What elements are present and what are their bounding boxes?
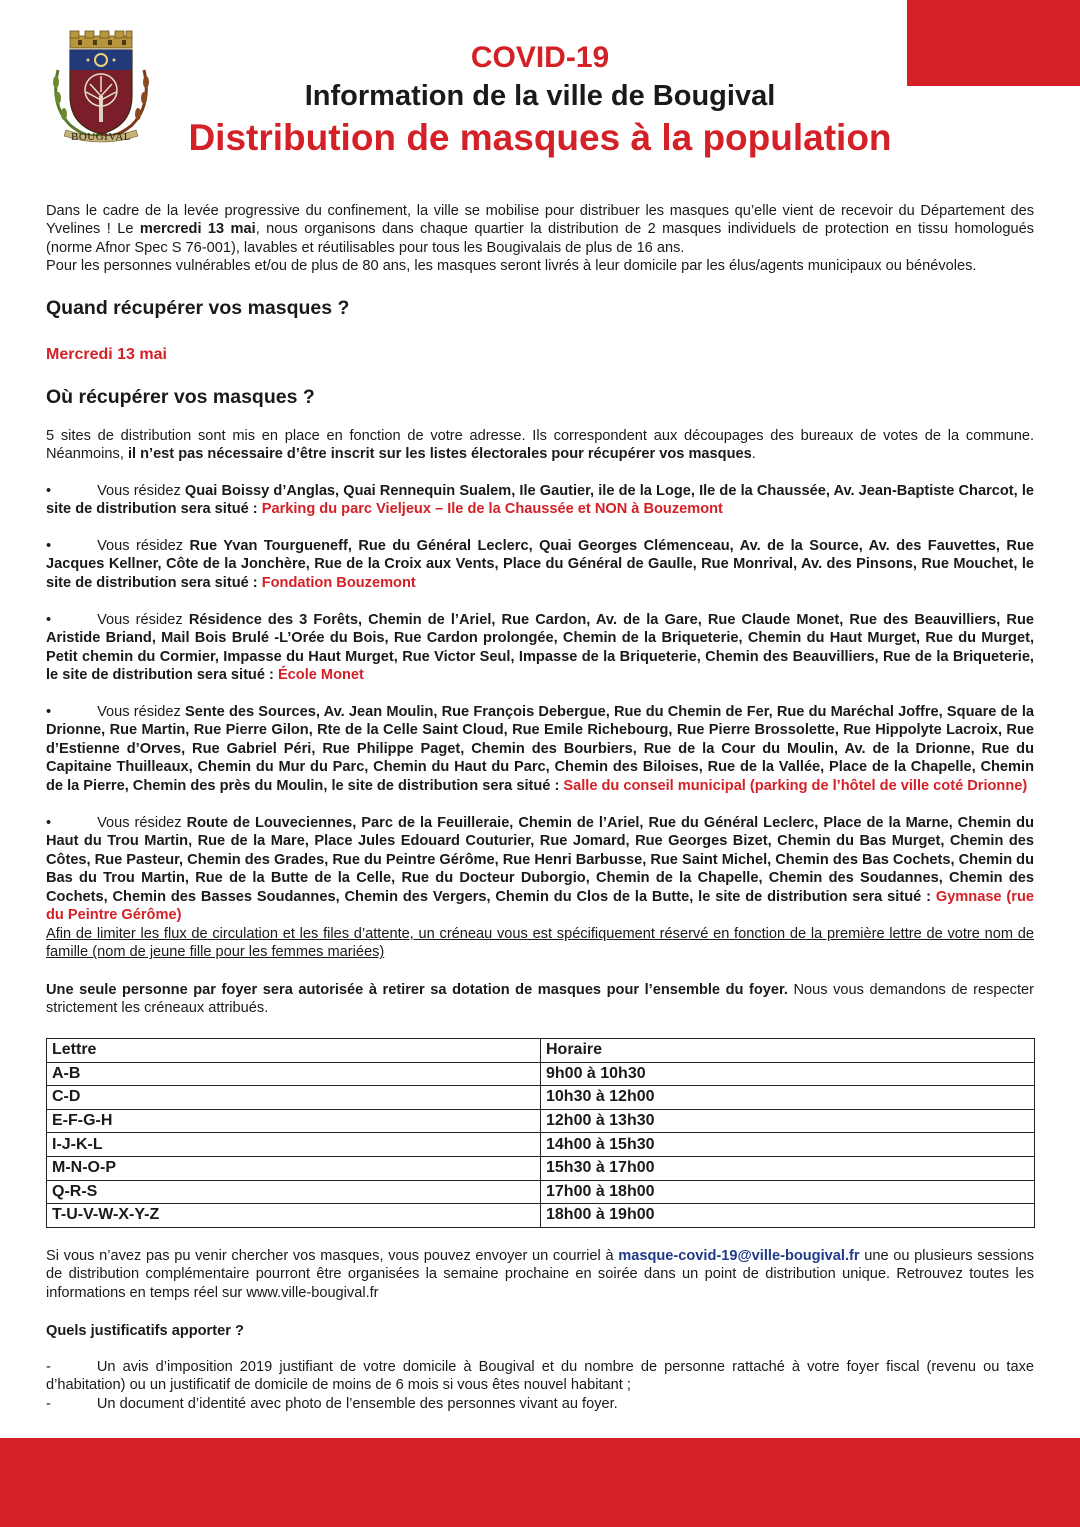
site-location: Parking du parc Vieljeux – Ile de la Chaussée et NON à Bouzemont <box>261 501 723 518</box>
time-cell: 14h00 à 15h30 <box>541 1133 1035 1157</box>
site-prefix: Vous résidez <box>97 612 189 628</box>
table-header-row <box>47 1039 1035 1063</box>
site-location: Fondation Bouzemont <box>261 574 416 591</box>
site-prefix: Vous résidez <box>97 538 190 554</box>
site-item <box>46 814 1034 924</box>
time-cell: 18h00 à 19h00 <box>541 1204 1035 1228</box>
letter-cell: A-B <box>47 1062 541 1086</box>
site-item <box>46 537 1034 592</box>
bullet: • <box>46 483 52 499</box>
bullet: • <box>46 815 52 831</box>
site-streets: Résidence des 3 Forêts, Chemin de l’Ariel, Rue Cardon, Av. de la Gare, Rue Claude Monet, Rue des Beauvilliers, Rue Aristide Briand, Mail Bois Brulé -L’Orée du Bois, Rue Cardon prolongée, Chemin de la Briqueterie, Chemin du Haut Murget, Rue du Murget, Petit chemin du Cormier, Impasse du Haut Murget, Rue Victor Seul, Impasse de la Briqueterie, Chemin des Beauvilliers, Rue de la Briqueterie, le site de distribution sera situé : <box>46 612 1034 684</box>
site-location: Gymnase (rue du Peintre Gérôme) <box>46 888 1034 924</box>
document-item <box>46 1395 1034 1413</box>
heading-where: Où récupérer vos masques ? <box>46 386 315 408</box>
email-link[interactable]: masque-covid-19@ville-bougival.fr <box>618 1248 860 1264</box>
followup-text: Si vous n’avez pas pu venir chercher vos masques, vous pouvez envoyer un courriel à <box>46 1248 619 1264</box>
table-row <box>47 1156 1035 1180</box>
site-location: Salle du conseil municipal (parking de l’hôtel de ville coté Drionne) <box>563 777 1028 794</box>
dash: - <box>46 1396 51 1412</box>
site-streets: Sente des Sources, Av. Jean Moulin, Rue François Debergue, Rue du Chemin de Fer, Rue du Maréchal Joffre, Square de la Drionne, Rue Martin, Rue Pierre Gilon, Rte de la Celle Saint Cloud, Rue Emile Richebourg, Rue Pierre Brossolette, Rue Hippolyte Lacroix, Rue d’Estienne d’Orves, Rue Gabriel Péri, Rue Philippe Paget, Chemin des Bourbiers, Rue de la Cour du Moulin, Av. de la Drionne, Rue du Capitaine Thuilleaux, Chemin du Mur du Parc, Chemin du Haut du Parc, Chemin des Biloises, Rue de la Vallée, Place de la Chapelle, Chemin de la Pierre, Chemin des près du Moulin, le site de distribution sera situé : <box>46 704 1034 794</box>
time-cell: 15h30 à 17h00 <box>541 1156 1035 1180</box>
site-location: École Monet <box>277 667 364 684</box>
time-cell: 9h00 à 10h30 <box>541 1062 1035 1086</box>
document-text: Un avis d’imposition 2019 justifiant de votre domicile à Bougival et du nombre de personne rattaché à votre foyer fiscal (revenu ou taxe d’habitation) ou un justificatif de domicile de moins de 6 mois si vous êtes nouvel habitant ; <box>46 1359 1034 1394</box>
site-streets: Route de Louveciennes, Parc de la Feuilleraie, Chemin de l’Ariel, Rue du Général Leclerc, Place de la Marne, Chemin du Haut du Trou Martin, Rue de la Mare, Place Jules Edouard Couturier, Rue Jomard, Rue Georges Bizet, Chemin du Bas Murget, Chemin des Côtes, Rue Pasteur, Chemin des Grades, Rue du Peintre Gérôme, Rue Henri Barbusse, Rue Saint Michel, Chemin des Bas Cochets, Chemin du Bas du Trou Martin, Rue de la Butte de la Celle, Rue du Docteur Duborgio, Chemin de la Chapelle, Chemin des Soudannes, Chemin des Cochets, Chemin des Basses Soudannes, Chemin des Vergers, Chemin du Clos de la Butte, le site de distribution sera situé : <box>46 815 1034 905</box>
time-slot-table <box>46 1038 1035 1228</box>
followup-paragraph <box>46 1247 1034 1302</box>
intro-text-continued: , nous organisons dans chaque quartier la distribution de 2 masques individuels de protection en tissu homologués (norme Afnor Spec S 76-001), lavables et réutilisables pour tous les Bougivalais de plus de 16 ans. <box>46 221 1034 256</box>
site-prefix: Vous résidez <box>97 483 185 499</box>
letter-cell: T-U-V-W-X-Y-Z <box>47 1204 541 1228</box>
title-information: Information de la ville de Bougival <box>304 80 776 112</box>
site-streets: Rue Yvan Tourgueneff, Rue du Général Leclerc, Quai Georges Clémenceau, Av. de la Source, Av. des Fauvettes, Rue Jacques Kellner, Côte de la Jonchère, Rue de la Croix aux Vents, Place du Général de Gaulle, Rue Monrival, Av. des Pinsons, Rue Mouchet, le site de distribution sera situé : <box>46 538 1034 591</box>
crest-label: BOUGIVAL <box>70 131 132 143</box>
followup-text-continued: une ou plusieurs sessions de distribution complémentaire pourront être organisées la semaine prochaine en soirée dans un point de distribution unique. Retrouvez toutes les informations en temps réel sur www.ville-bougival.fr <box>46 1248 1034 1301</box>
table-row <box>47 1086 1035 1110</box>
title-distribution: Distribution de masques à la population <box>188 117 892 158</box>
table-row <box>47 1062 1035 1086</box>
where-text: 5 sites de distribution sont mis en place en fonction de votre adresse. Ils correspondent aux découpages des bureaux de votes de la commune. Néanmoins, <box>46 428 1034 463</box>
column-header-time: Horaire <box>541 1039 1035 1063</box>
slot-notice: Afin de limiter les flux de circulation et les files d’attente, un créneau vous est spécifiquement réservé en fonction de la première lettre de votre nom de famille (nom de jeune fille pour les femmes mariées) <box>46 926 1034 961</box>
letter-cell: Q-R-S <box>47 1180 541 1204</box>
red-corner-band <box>907 0 1080 86</box>
site-streets: Quai Boissy d’Anglas, Quai Rennequin Sualem, Ile Gautier, ile de la Loge, Ile de la Chaussée, Av. Jean-Baptiste Charcot, le site de distribution sera situé : <box>46 483 1034 518</box>
site-prefix: Vous résidez <box>97 704 186 720</box>
time-cell: 12h00 à 13h30 <box>541 1109 1035 1133</box>
where-bold-text: il n’est pas nécessaire d’être inscrit sur les listes électorales pour récupérer vos masques <box>127 446 752 463</box>
where-text-end: . <box>751 446 756 463</box>
one-person-rest: Nous vous demandons de respecter strictement les créneaux attribués. <box>46 982 1034 1017</box>
table-row <box>47 1133 1035 1157</box>
document-item <box>46 1358 1034 1395</box>
title-covid: COVID-19 <box>470 41 610 74</box>
time-cell: 10h30 à 12h00 <box>541 1086 1035 1110</box>
bullet: • <box>46 538 52 554</box>
letter-cell: M-N-O-P <box>47 1156 541 1180</box>
document-text: Un document d’identité avec photo de l’ensemble des personnes vivant au foyer. <box>96 1396 618 1412</box>
site-item <box>46 611 1034 685</box>
bullet: • <box>46 612 52 628</box>
site-item <box>46 482 1034 519</box>
intro-vulnerable-text: Pour les personnes vulnérables et/ou de plus de 80 ans, les masques seront livrés à leur domicile par les élus/agents municipaux ou bénévoles. <box>46 258 977 275</box>
heading-documents: Quels justificatifs apporter ? <box>46 1323 244 1339</box>
intro-paragraph <box>46 202 1034 276</box>
letter-cell: I-J-K-L <box>47 1133 541 1157</box>
intro-text: Dans le cadre de la levée progressive du confinement, la ville se mobilise pour distribuer les masques qu’elle vient de recevoir du Département des Yvelines ! Le <box>46 203 1034 238</box>
red-footer-band <box>0 1438 1080 1527</box>
time-cell: 17h00 à 18h00 <box>541 1180 1035 1204</box>
where-paragraph <box>46 427 1034 464</box>
letter-cell: E-F-G-H <box>47 1109 541 1133</box>
dash: - <box>46 1359 51 1375</box>
one-person-bold: Une seule personne par foyer sera autorisée à retirer sa dotation de masques pour l’ensemble du foyer. <box>46 982 788 998</box>
distribution-date: Mercredi 13 mai <box>46 346 167 363</box>
letter-cell: C-D <box>47 1086 541 1110</box>
site-prefix: Vous résidez <box>97 815 187 831</box>
bullet: • <box>46 704 52 720</box>
column-header-letter: Lettre <box>47 1039 541 1063</box>
site-item <box>46 703 1034 795</box>
intro-date: mercredi 13 mai <box>139 221 256 238</box>
table-row <box>47 1180 1035 1204</box>
table-row <box>47 1109 1035 1133</box>
one-person-notice <box>46 981 1034 1018</box>
heading-when: Quand récupérer vos masques ? <box>46 297 350 319</box>
table-row <box>47 1204 1035 1228</box>
